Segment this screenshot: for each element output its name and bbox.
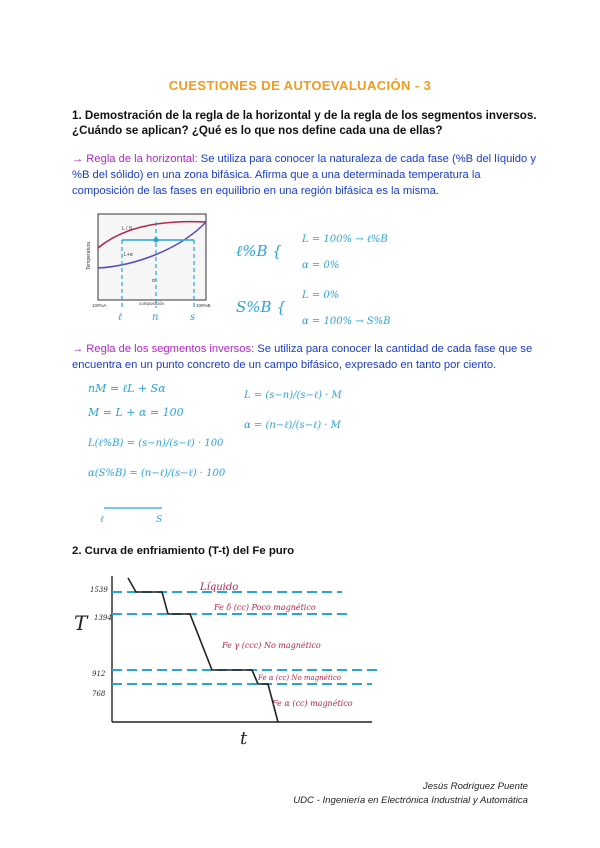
label-fe-alpha-nm: Fe α (cc) No magnético [258, 674, 342, 682]
label-fe-gamma: Fe γ (ccc) No magnético [222, 641, 321, 650]
phase-diagram-frame [98, 214, 206, 300]
rule-inverse-label: → Regla de los segmentos inversos: [72, 343, 255, 355]
cooling-line [128, 578, 278, 722]
rule-horizontal-label: → Regla de la horizontal: [72, 153, 198, 165]
note-eq6: α(S%B) = (n−ℓ)/(s−ℓ) · 100 [88, 468, 226, 479]
notes-inverse [84, 378, 384, 528]
note-eq5: L(ℓ%B) = (s−n)/(s−ℓ) · 100 [88, 438, 224, 449]
axis-T-label: T [74, 611, 88, 635]
label-liquido: Líquido [200, 582, 239, 593]
rule-horizontal-paragraph [72, 151, 542, 199]
note-l0: L = 0% [302, 290, 340, 301]
question-2: 2. Curva de enfriamiento (T-t) del Fe puro [72, 545, 295, 557]
diagram-ylabel: Temperatura [86, 241, 92, 270]
temp-768: 768 [92, 690, 106, 698]
region-alpha: α [152, 278, 155, 284]
rule-inverse-text: Se utiliza para conocer la cantidad de cada fase que se encuentra en un punto concreto de un campo bifásico, expresado en tanto por ciento. [72, 343, 533, 371]
rule-inverse-paragraph [72, 341, 542, 373]
point-n [154, 238, 159, 243]
note-eq4: α = (n−ℓ)/(s−ℓ) · M [244, 420, 341, 431]
note-sb: S%B { [236, 298, 286, 316]
notes-horizontal [232, 220, 462, 335]
temp-1394: 1394 [94, 614, 112, 622]
label-fe-delta: Fe δ (cc) Poco magnético [214, 603, 316, 612]
footer [293, 780, 528, 808]
note-a0: α = 0% [302, 260, 340, 271]
mark-s: s [190, 312, 196, 323]
label-fe-alpha-m: Fe α (cc) magnético [272, 699, 353, 708]
question-1: 1. Demostración de la regla de la horizontal y de la regla de los segmentos inversos. ¿Cuándo se aplican? ¿Qué es lo que nos define cada una de ellas? [72, 109, 537, 137]
region-l: L / S [122, 226, 133, 232]
x-right-label: 100%B [196, 303, 211, 308]
note-a100: α = 100% → S%B [302, 316, 391, 327]
axis-t-label: t [240, 728, 248, 749]
segment-right: S [156, 515, 163, 525]
temp-912: 912 [92, 670, 106, 678]
cooling-curve [72, 572, 432, 752]
note-lb: ℓ%B { [236, 242, 282, 260]
rule-horizontal-text: Se utiliza para conocer la naturaleza de cada fase (%B del líquido y %B del sólido) en una zona bifásica. Afirma que a una determinada temperatura la composición de las fases en equilibrio en una región bifásica es la misma. [72, 153, 536, 197]
footer-author: Jesús Rodríguez Puente [422, 781, 528, 792]
footer-org: UDC - Ingeniería en Electrónica Industrial y Automática [293, 795, 528, 806]
x-axis-label: composición [139, 301, 165, 306]
region-l-alpha: L+α [124, 252, 133, 258]
note-l100: L = 100% → ℓ%B [302, 234, 388, 245]
mark-l: ℓ [118, 312, 123, 323]
x-left-label: 100%A [92, 303, 107, 308]
note-eq1: nM = ℓL + Sα [88, 382, 166, 395]
note-eq2: M = L + α = 100 [88, 406, 184, 419]
phase-diagram [84, 210, 234, 325]
page-title: CUESTIONES DE AUTOEVALUACIÓN - 3 [168, 78, 432, 93]
segment-left: ℓ [100, 515, 104, 525]
mark-n: n [152, 312, 159, 323]
note-eq3: L = (s−n)/(s−ℓ) · M [244, 390, 342, 401]
temp-1539: 1539 [90, 586, 108, 594]
